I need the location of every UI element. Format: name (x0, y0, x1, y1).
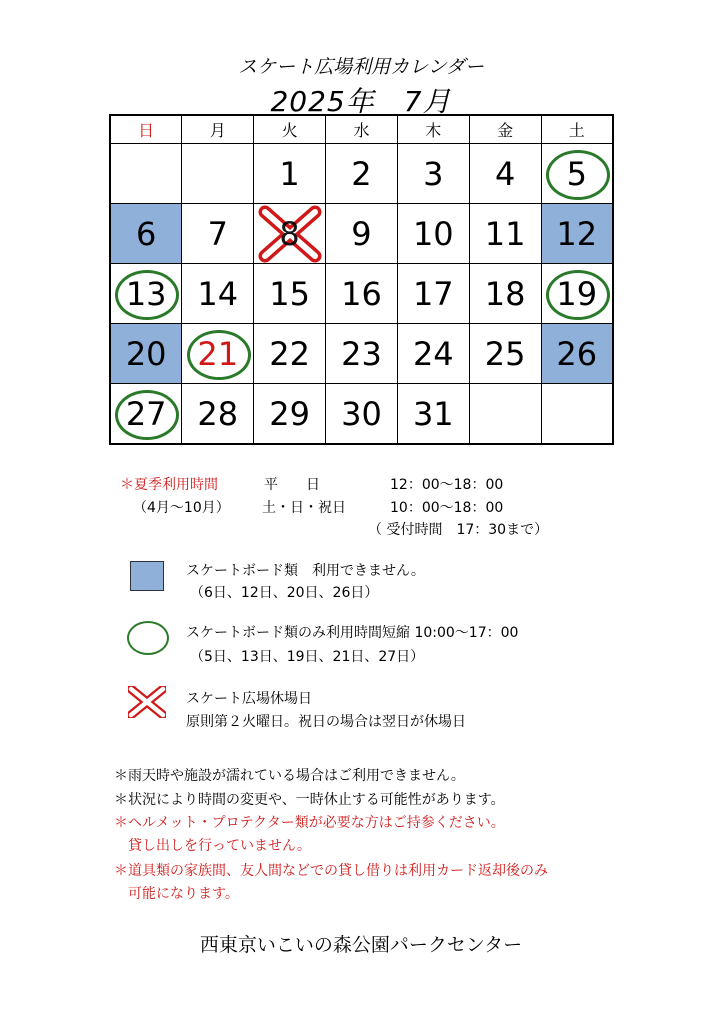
calendar-day-21 (182, 324, 254, 384)
calendar-week-row (110, 264, 613, 324)
day-number: 8 (279, 214, 300, 253)
calendar-day-9 (326, 204, 398, 264)
day-number: 31 (412, 394, 454, 433)
day-number: 15 (269, 274, 310, 313)
calendar-title: スケート広場利用カレンダー (238, 56, 484, 78)
calendar-day-31 (397, 384, 469, 445)
cross-legend-icon (128, 686, 166, 718)
day-number: 3 (423, 154, 444, 193)
day-number: 23 (341, 334, 382, 373)
calendar-day-6 (110, 204, 182, 264)
calendar-day-14 (182, 264, 254, 324)
day-number: 21 (197, 334, 239, 373)
calendar-week-row (110, 204, 613, 264)
calendar-day-20 (110, 324, 182, 384)
hours-label: ＊夏季利用時間 (120, 477, 218, 493)
day-number: 22 (269, 334, 310, 373)
calendar-day-8 (254, 204, 326, 264)
calendar-day-30 (326, 384, 398, 445)
note-helmet: ＊ヘルメット・プロテクター類が必要な方はご持参ください。 (114, 815, 505, 831)
weekday-fri: 金 (469, 115, 541, 144)
footer-organization: 西東京いこいの森公園パークセンター (199, 934, 523, 956)
weekday-mon: 月 (182, 115, 254, 144)
calendar-table (109, 114, 614, 445)
calendar-empty-cell (541, 384, 613, 445)
day-number: 7 (207, 214, 228, 253)
day-number: 14 (197, 274, 239, 313)
calendar-week-row (110, 324, 613, 384)
calendar-week-row (110, 144, 613, 204)
blue-legend-text: スケートボード類 利用できません。 (186, 563, 425, 579)
calendar-day-27 (110, 384, 182, 445)
cross-legend-note: 原則第２火曜日。祝日の場合は翌日が休場日 (186, 714, 466, 730)
calendar-empty-cell (469, 384, 541, 445)
day-number: 24 (412, 334, 454, 373)
day-number: 6 (135, 214, 157, 253)
blue-legend-swatch (130, 561, 164, 591)
weekday-time: 12：00～18：00 (390, 477, 504, 493)
calendar-day-26 (541, 324, 613, 384)
season-period: （4月～10月） (133, 500, 230, 516)
calendar-day-12 (541, 204, 613, 264)
day-number: 10 (412, 214, 454, 253)
calendar-day-17 (397, 264, 469, 324)
calendar-day-7 (182, 204, 254, 264)
circle-legend-days: （5日、13日、19日、21日、27日） (190, 649, 425, 665)
note-lending: ＊道具類の家族間、友人間などでの貸し借りは利用カード返却後のみ (114, 863, 548, 879)
day-number: 19 (556, 274, 598, 313)
weekday-wed: 水 (326, 115, 398, 144)
day-number: 30 (341, 394, 382, 433)
note-rain: ＊雨天時や施設が濡れている場合はご利用できません。 (114, 768, 465, 784)
note-change: ＊状況により時間の変更や、一時休止する可能性があります。 (114, 792, 505, 808)
calendar-day-11 (469, 204, 541, 264)
calendar-day-5 (541, 144, 613, 204)
calendar-day-15 (254, 264, 326, 324)
day-number: 16 (341, 274, 382, 313)
day-number: 29 (269, 394, 310, 433)
day-number: 26 (556, 334, 598, 373)
calendar-day-22 (254, 324, 326, 384)
calendar-week-row (110, 384, 613, 445)
day-number: 5 (566, 154, 587, 193)
circle-legend-text: スケートボード類のみ利用時間短縮 10:00～17：00 (186, 625, 519, 641)
day-number: 18 (484, 274, 526, 313)
weekday-thu: 木 (397, 115, 469, 144)
calendar-day-18 (469, 264, 541, 324)
day-number: 20 (125, 334, 167, 373)
weekday-label: 平 日 (264, 477, 320, 493)
circle-legend-icon (127, 621, 169, 655)
calendar-empty-cell (182, 144, 254, 204)
calendar-day-25 (469, 324, 541, 384)
day-number: 25 (484, 334, 526, 373)
day-number: 1 (279, 154, 300, 193)
day-number: 28 (197, 394, 239, 433)
calendar-day-2 (326, 144, 398, 204)
calendar-day-13 (110, 264, 182, 324)
calendar-day-19 (541, 264, 613, 324)
day-number: 4 (494, 154, 516, 193)
calendar-day-3 (397, 144, 469, 204)
day-number: 12 (556, 214, 598, 253)
calendar-empty-cell (110, 144, 182, 204)
calendar-day-1 (254, 144, 326, 204)
note-lending-2: 可能になります。 (128, 886, 239, 902)
month-heading: 2025年 7月 (270, 85, 452, 118)
weekend-time: 10：00～18：00 (390, 500, 504, 516)
day-number: 13 (125, 274, 167, 313)
calendar-day-24 (397, 324, 469, 384)
calendar-day-29 (254, 384, 326, 445)
weekday-sun: 日 (110, 115, 182, 144)
reception-time: （ 受付時間 17：30まで） (368, 522, 549, 538)
weekday-sat: 土 (541, 115, 613, 144)
weekday-tue: 火 (254, 115, 326, 144)
calendar-day-4 (469, 144, 541, 204)
weekday-header-row (110, 115, 613, 144)
day-number: 9 (351, 214, 372, 253)
day-number: 2 (351, 154, 372, 193)
calendar-day-10 (397, 204, 469, 264)
day-number: 17 (412, 274, 454, 313)
cross-legend-text: スケート広場休場日 (186, 691, 312, 707)
calendar-day-16 (326, 264, 398, 324)
day-number: 11 (484, 214, 526, 253)
day-number: 27 (125, 394, 167, 433)
weekend-label: 土・日・祝日 (262, 500, 346, 516)
blue-legend-days: （6日、12日、20日、26日） (190, 585, 379, 601)
calendar-day-28 (182, 384, 254, 445)
calendar-day-23 (326, 324, 398, 384)
note-helmet-2: 貸し出しを行っていません。 (128, 838, 311, 854)
